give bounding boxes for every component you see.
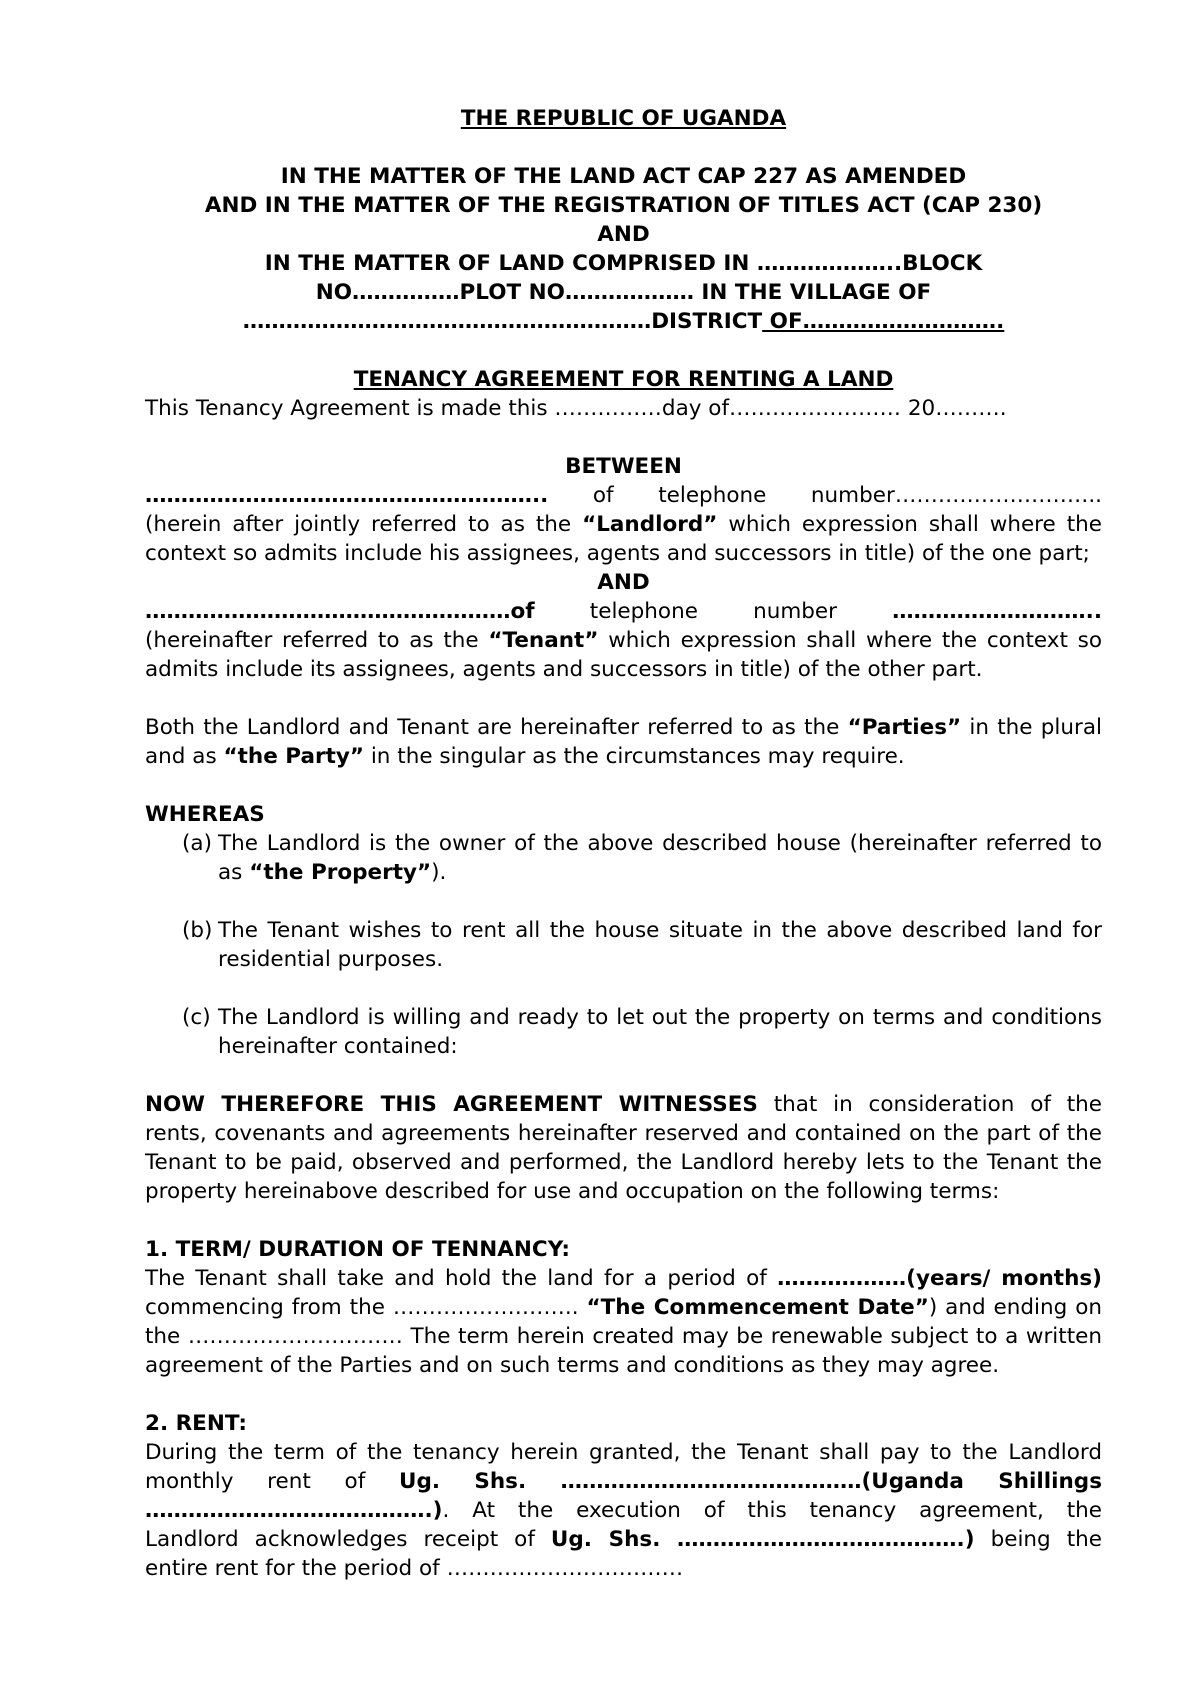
matter-registration-act: AND IN THE MATTER OF THE REGISTRATION OF TITLES ACT (CAP 230) (204, 193, 1043, 218)
between-heading: BETWEEN (565, 454, 682, 479)
term-line-3: the ………………………… The term herein created may be renewable subject to a written (145, 1324, 1102, 1349)
parties-definition-line-1: Both the Landlord and Tenant are hereinafter referred to as the “Parties” in the plural (145, 715, 1102, 740)
made-this-line: This Tenancy Agreement is made this ……………day of…………………… 20………. (145, 396, 1007, 421)
rent-line-5: entire rent for the period of …………………………… (145, 1556, 684, 1581)
matter-land-act: IN THE MATTER OF THE LAND ACT CAP 227 AS AMENDED (280, 164, 967, 189)
whereas-item-a-line-2: as “the Property”). (218, 860, 447, 885)
republic-heading: THE REPUBLIC OF UGANDA (460, 106, 787, 131)
parties-definition-line-2: and as “the Party” in the singular as the circumstances may require. (145, 744, 905, 769)
landlord-definition-line-1: (herein after jointly referred to as the “Landlord” which expression shall where the (145, 512, 1102, 537)
rent-line-2: monthly rent of Ug. Shs. ……………………………………(Uganda Shillings (145, 1469, 1102, 1494)
whereas-item-letter: (b) (182, 918, 213, 943)
whereas-item-letter: (c) (182, 1005, 211, 1030)
matter-district: …………………………………………………DISTRICT OF………………………. (242, 309, 1005, 334)
agreement-title: TENANCY AGREEMENT FOR RENTING A LAND (353, 367, 894, 392)
whereas-heading: WHEREAS (145, 802, 265, 827)
rent-line-3: ………………………………….). At the execution of this tenancy agreement, the (145, 1498, 1102, 1523)
landlord-definition-line-2: context so admits include his assignees, agents and successors in title) of the one part; (145, 541, 1090, 566)
whereas-item-b-line-2: residential purposes. (218, 947, 444, 972)
whereas-item-c-line-1: The Landlord is willing and ready to let out the property on terms and conditions (218, 1005, 1102, 1030)
rent-line-1: During the term of the tenancy herein granted, the Tenant shall pay to the Landlord (145, 1440, 1102, 1465)
matter-plot: NO……………PLOT NO……………… IN THE VILLAGE OF (315, 280, 932, 305)
whereas-item-b-line-1: The Tenant wishes to rent all the house situate in the above described land for (218, 918, 1102, 943)
and-heading: AND (597, 570, 650, 595)
term-line-2: commencing from the …………………….. “The Commencement Date”) and ending on (145, 1295, 1103, 1320)
whereas-item-letter: (a) (182, 831, 212, 856)
rent-line-4: Landlord acknowledges receipt of Ug. Shs. ………………………………….) being the (145, 1527, 1103, 1552)
whereas-item-c-line-2: hereinafter contained: (218, 1034, 458, 1059)
witnesses-line-3: Tenant to be paid, observed and performed, the Landlord hereby lets to the Tenant the (145, 1150, 1102, 1175)
term-heading: 1. TERM/ DURATION OF TENNANCY: (145, 1237, 571, 1262)
whereas-item-a-line-1: The Landlord is the owner of the above described house (hereinafter referred to (218, 831, 1102, 856)
matter-land-comprised: IN THE MATTER OF LAND COMPRISED IN ………………..BLOCK (264, 251, 983, 276)
witnesses-line-2: rents, covenants and agreements hereinafter reserved and contained on the part of the (145, 1121, 1102, 1146)
term-line-4: agreement of the Parties and on such terms and conditions as they may agree. (145, 1353, 1000, 1378)
landlord-line: ……………………………………………….. of telephone number……………………….. (145, 483, 1102, 508)
header-and: AND (597, 222, 650, 247)
witnesses-line-4: property hereinabove described for use and occupation on the following terms: (145, 1179, 1000, 1204)
tenant-definition-line-2: admits include its assignees, agents and successors in title) of the other part. (145, 657, 983, 682)
term-line-1: The Tenant shall take and hold the land for a period of ………………(years/ months) (145, 1266, 1102, 1291)
witnesses-line-1: NOW THEREFORE THIS AGREEMENT WITNESSES that in consideration of the (145, 1092, 1102, 1117)
tenant-definition-line-1: (hereinafter referred to as the “Tenant” which expression shall where the context so (145, 628, 1102, 653)
tenant-line: ……………………………………………of telephone number ……………………….. (145, 599, 1102, 624)
rent-heading: 2. RENT: (145, 1411, 247, 1436)
